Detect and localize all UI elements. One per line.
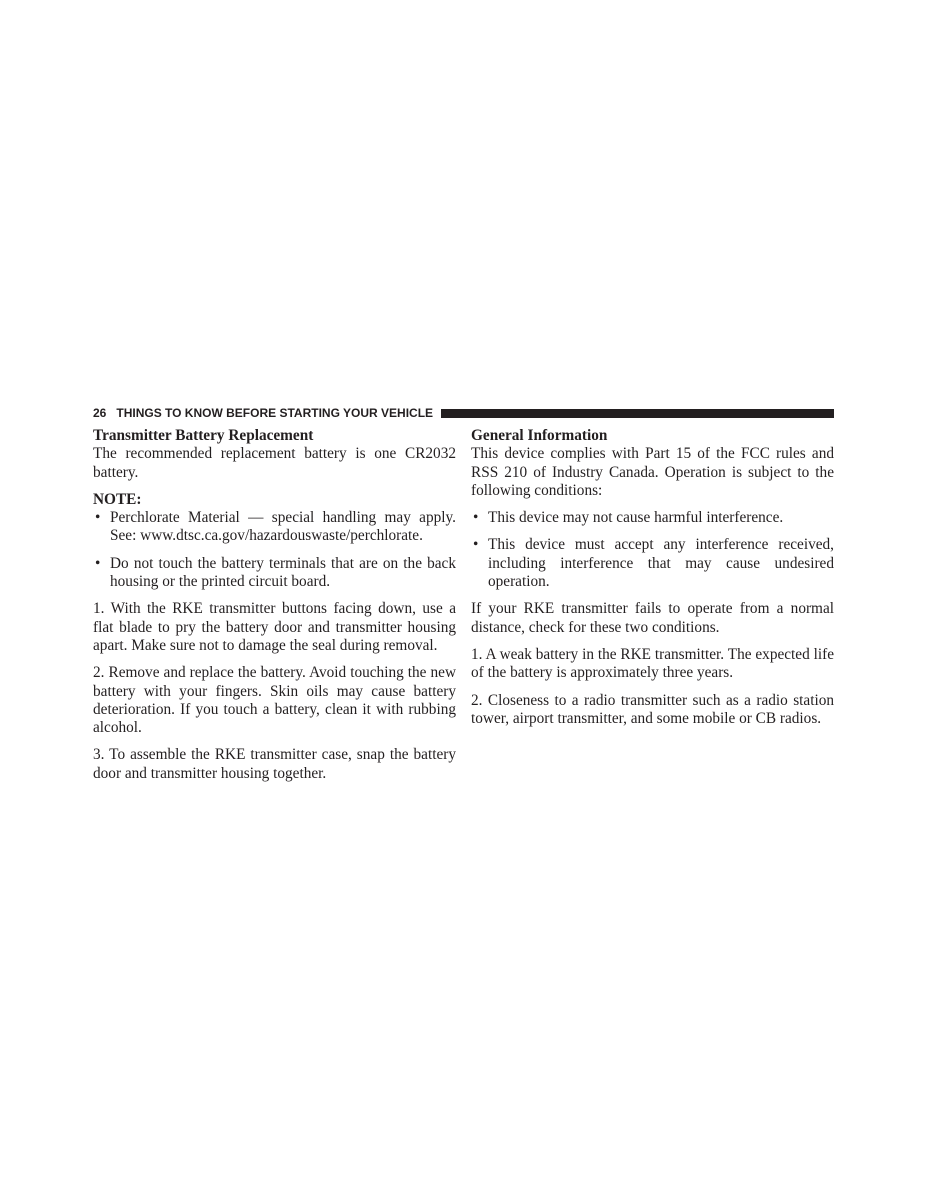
note-label: NOTE: bbox=[93, 490, 142, 508]
conditions-bullet-list bbox=[471, 509, 834, 591]
list-item bbox=[93, 555, 456, 592]
bullet-text: This device may not cause harmful interference. bbox=[488, 509, 784, 527]
step-3-paragraph: 3. To assemble the RKE transmitter case, snap the battery door and transmitter housing together. bbox=[93, 746, 456, 782]
bullet-icon: • bbox=[95, 554, 101, 572]
battery-replacement-heading: Transmitter Battery Replacement bbox=[93, 427, 314, 444]
bullet-icon: • bbox=[473, 536, 479, 554]
bullet-text: Perchlorate Material — special handling may apply. See: www.dtsc.ca.gov/hazardouswaste/perchlorate. bbox=[110, 509, 456, 545]
general-information-heading: General Information bbox=[471, 427, 608, 444]
fcc-intro-paragraph: This device complies with Part 15 of the FCC rules and RSS 210 of Industry Canada. Operation is subject to the following conditions: bbox=[471, 445, 834, 499]
bullet-icon: • bbox=[95, 509, 101, 527]
header-rule-bar bbox=[441, 409, 834, 418]
condition-1-paragraph: 1. A weak battery in the RKE transmitter. The expected life of the battery is approximately three years. bbox=[471, 645, 834, 682]
section-title: THINGS TO KNOW BEFORE STARTING YOUR VEHICLE bbox=[116, 406, 434, 420]
step-1-paragraph: 1. With the RKE transmitter buttons facing down, use a flat blade to pry the battery door and transmitter housing apart. Make sure not to damage the seal during removal. bbox=[93, 600, 456, 654]
list-item bbox=[471, 509, 834, 527]
list-item bbox=[471, 536, 834, 591]
battery-intro-paragraph: The recommended replacement battery is one CR2032 battery. bbox=[93, 445, 456, 481]
page-number: 26 bbox=[93, 406, 107, 420]
right-column bbox=[471, 427, 834, 737]
step-2-paragraph: 2. Remove and replace the battery. Avoid touching the new battery with your fingers. Skin oils may cause battery deterioration. If you touch a battery, clean it with rubbing alcohol. bbox=[93, 664, 456, 737]
left-column bbox=[93, 427, 456, 792]
bullet-icon: • bbox=[473, 509, 479, 527]
condition-2-paragraph: 2. Closeness to a radio transmitter such as a radio station tower, airport transmitter, and some mobile or CB radios. bbox=[471, 691, 834, 727]
bullet-text: Do not touch the battery terminals that are on the back housing or the printed circuit board. bbox=[110, 554, 456, 591]
list-item bbox=[93, 509, 456, 546]
note-bullet-list bbox=[93, 509, 456, 591]
failure-paragraph: If your RKE transmitter fails to operate from a normal distance, check for these two conditions. bbox=[471, 600, 834, 636]
bullet-text: This device must accept any interference received, including interference that may cause undesired operation. bbox=[488, 536, 834, 591]
page-header bbox=[93, 405, 834, 421]
